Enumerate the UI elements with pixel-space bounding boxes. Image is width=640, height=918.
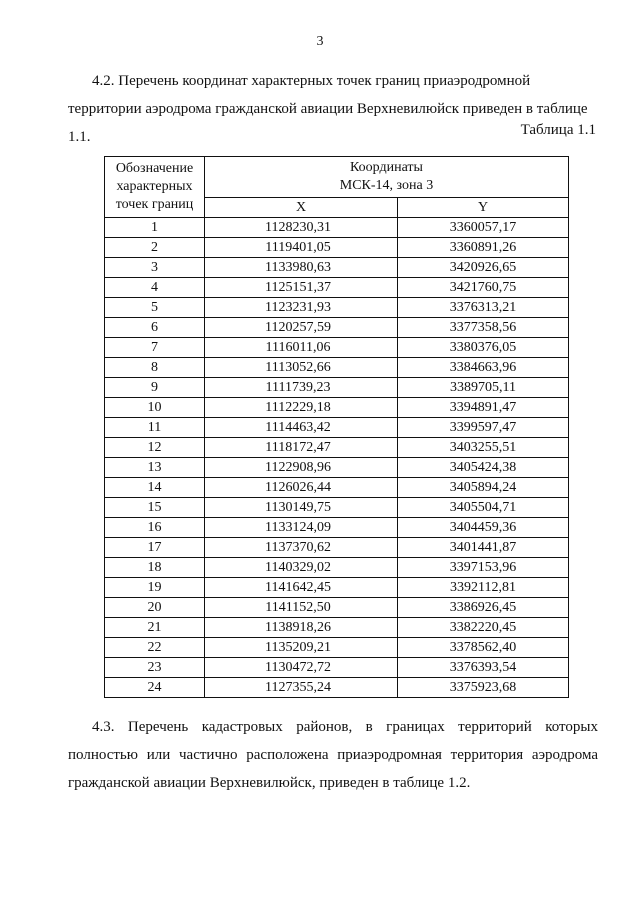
y-coordinate-cell: 3378562,40	[398, 638, 569, 658]
point-number-cell: 5	[105, 298, 205, 318]
x-coordinate-cell: 1112229,18	[205, 398, 398, 418]
y-coordinate-cell: 3376393,54	[398, 658, 569, 678]
point-number-cell: 4	[105, 278, 205, 298]
y-coordinate-cell: 3360891,26	[398, 238, 569, 258]
x-coordinate-cell: 1137370,62	[205, 538, 398, 558]
point-number-cell: 2	[105, 238, 205, 258]
y-coordinate-cell: 3401441,87	[398, 538, 569, 558]
x-coordinate-cell: 1116011,06	[205, 338, 398, 358]
y-coordinate-cell: 3405894,24	[398, 478, 569, 498]
table-row	[105, 638, 569, 658]
table-row	[105, 298, 569, 318]
x-coordinate-cell: 1138918,26	[205, 618, 398, 638]
x-coordinate-cell: 1141642,45	[205, 578, 398, 598]
y-coordinate-cell: 3389705,11	[398, 378, 569, 398]
y-coordinate-cell: 3405424,38	[398, 458, 569, 478]
x-coordinate-cell: 1114463,42	[205, 418, 398, 438]
y-coordinate-cell: 3386926,45	[398, 598, 569, 618]
section-4-3-text: 4.3. Перечень кадастровых районов, в границах территорий которых полностью или частично расположена приаэродромная территория аэродрома гражданской авиации Верхневилюйск, приведен в таблице 1.2.	[68, 719, 598, 791]
table-row	[105, 218, 569, 238]
x-coordinate-cell: 1128230,31	[205, 218, 398, 238]
y-coordinate-cell: 3360057,17	[398, 218, 569, 238]
y-coordinate-cell: 3397153,96	[398, 558, 569, 578]
y-coordinate-cell: 3392112,81	[398, 578, 569, 598]
point-number-cell: 19	[105, 578, 205, 598]
x-coordinate-cell: 1120257,59	[205, 318, 398, 338]
section-4-3-paragraph	[68, 713, 598, 797]
x-coordinate-cell: 1141152,50	[205, 598, 398, 618]
y-coordinate-cell: 3421760,75	[398, 278, 569, 298]
y-coordinate-cell: 3384663,96	[398, 358, 569, 378]
y-coordinate-cell: 3382220,45	[398, 618, 569, 638]
table-row	[105, 498, 569, 518]
table-row	[105, 518, 569, 538]
x-coordinate-cell: 1135209,21	[205, 638, 398, 658]
coordinates-table-body	[105, 218, 569, 698]
header-y: Y	[398, 198, 569, 218]
x-coordinate-cell: 1133124,09	[205, 518, 398, 538]
table-row	[105, 418, 569, 438]
table-row	[105, 378, 569, 398]
header-coordinates-title: Координаты	[350, 160, 423, 175]
x-coordinate-cell: 1111739,23	[205, 378, 398, 398]
y-coordinate-cell: 3420926,65	[398, 258, 569, 278]
point-number-cell: 7	[105, 338, 205, 358]
y-coordinate-cell: 3405504,71	[398, 498, 569, 518]
table-row	[105, 238, 569, 258]
table-caption: Таблица 1.1	[520, 122, 596, 138]
coordinates-table	[104, 156, 569, 698]
table-row	[105, 658, 569, 678]
x-coordinate-cell: 1140329,02	[205, 558, 398, 578]
table-row	[105, 318, 569, 338]
x-coordinate-cell: 1123231,93	[205, 298, 398, 318]
y-coordinate-cell: 3399597,47	[398, 418, 569, 438]
x-coordinate-cell: 1127355,24	[205, 678, 398, 698]
table-row	[105, 278, 569, 298]
point-number-cell: 3	[105, 258, 205, 278]
x-coordinate-cell: 1130472,72	[205, 658, 398, 678]
section-4-2-paragraph	[68, 67, 598, 151]
point-number-cell: 13	[105, 458, 205, 478]
y-coordinate-cell: 3404459,36	[398, 518, 569, 538]
y-coordinate-cell: 3376313,21	[398, 298, 569, 318]
x-coordinate-cell: 1118172,47	[205, 438, 398, 458]
y-coordinate-cell: 3394891,47	[398, 398, 569, 418]
header-x: X	[205, 198, 398, 218]
point-number-cell: 8	[105, 358, 205, 378]
y-coordinate-cell: 3375923,68	[398, 678, 569, 698]
x-coordinate-cell: 1122908,96	[205, 458, 398, 478]
table-row	[105, 678, 569, 698]
x-coordinate-cell: 1133980,63	[205, 258, 398, 278]
point-number-cell: 23	[105, 658, 205, 678]
y-coordinate-cell: 3380376,05	[398, 338, 569, 358]
page-number: 3	[316, 34, 324, 49]
table-row	[105, 538, 569, 558]
x-coordinate-cell: 1130149,75	[205, 498, 398, 518]
point-number-cell: 17	[105, 538, 205, 558]
y-coordinate-cell: 3377358,56	[398, 318, 569, 338]
table-row	[105, 458, 569, 478]
point-number-cell: 16	[105, 518, 205, 538]
point-number-cell: 6	[105, 318, 205, 338]
x-coordinate-cell: 1113052,66	[205, 358, 398, 378]
table-row	[105, 598, 569, 618]
table-row	[105, 578, 569, 598]
table-row	[105, 398, 569, 418]
x-coordinate-cell: 1126026,44	[205, 478, 398, 498]
point-number-cell: 9	[105, 378, 205, 398]
point-number-cell: 14	[105, 478, 205, 498]
y-coordinate-cell: 3403255,51	[398, 438, 569, 458]
section-4-2-text: 4.2. Перечень координат характерных точек границ приаэродромной территории аэродрома гражданской авиации Верхневилюйск приведен в таблице 1.1.	[68, 73, 588, 145]
point-number-cell: 18	[105, 558, 205, 578]
point-number-cell: 20	[105, 598, 205, 618]
table-row	[105, 338, 569, 358]
point-number-cell: 1	[105, 218, 205, 238]
point-number-cell: 15	[105, 498, 205, 518]
point-number-cell: 12	[105, 438, 205, 458]
x-coordinate-cell: 1119401,05	[205, 238, 398, 258]
point-number-cell: 11	[105, 418, 205, 438]
header-point-designation: Обозначение характерных точек границ	[105, 157, 205, 218]
table-row	[105, 618, 569, 638]
table-row	[105, 258, 569, 278]
table-row	[105, 358, 569, 378]
x-coordinate-cell: 1125151,37	[205, 278, 398, 298]
point-number-cell: 24	[105, 678, 205, 698]
table-row	[105, 478, 569, 498]
point-number-cell: 21	[105, 618, 205, 638]
point-number-cell: 22	[105, 638, 205, 658]
table-row	[105, 558, 569, 578]
point-number-cell: 10	[105, 398, 205, 418]
table-row	[105, 438, 569, 458]
header-coordinate-system: МСК-14, зона 3	[339, 178, 434, 193]
header-coordinates	[205, 157, 569, 198]
